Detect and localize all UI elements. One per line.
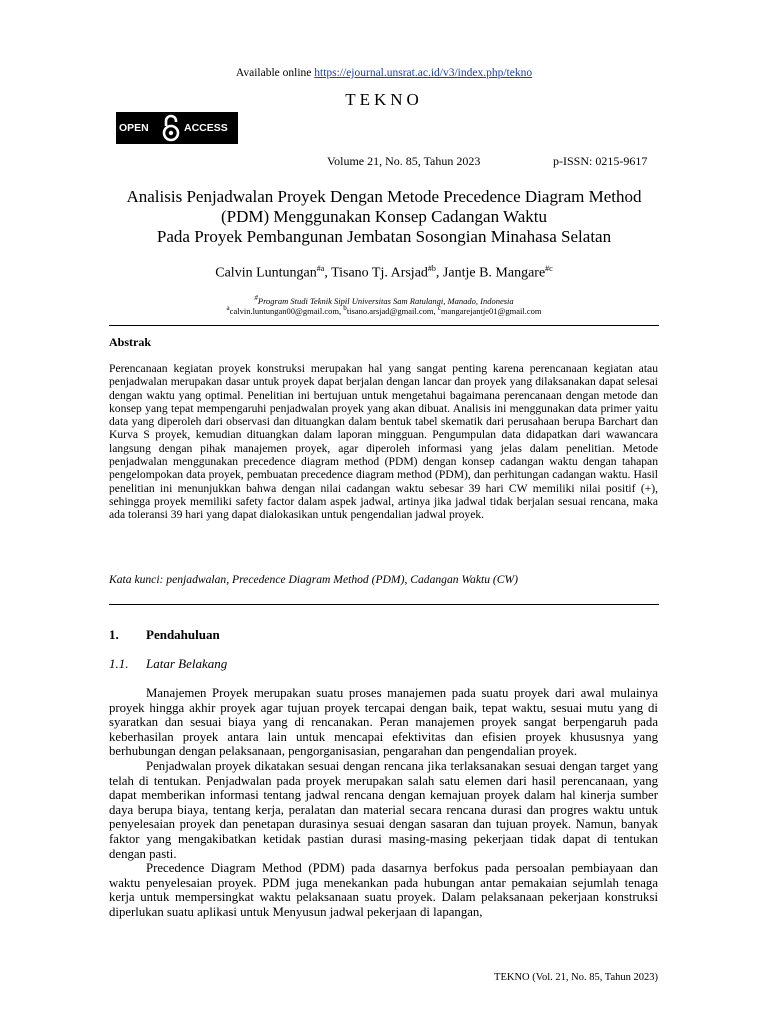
email-address: tisano.arsjad@gmail.com: [346, 305, 434, 316]
abstract-body: Perencanaan kegiatan proyek konstruksi merupakan hal yang sangat penting karena perencanaan kegiatan atau penjadwalan merupakan dasar untuk proyek dapat berjalan dengan lancar dan proyek yang dilaksanakan dapat selesai dengan waktu yang optimal. Penelitian ini bertujuan untuk mengetahui bagaimana perencanaan dengan metode dan konsep yang tepat mempengaruhi penjadwalan proyek yang akan dibuat. Analisis ini menggunakan data primer yaitu data yang diperoleh dari observasi dan dituangkan dalam bentuk tabel skematik dari perusahaan berupa Barchart dan Kurva S proyek, kemudian dituangkan dalam laporan mingguan. Pengumpulan data didapatkan dari wawancara langsung dengan pihak manajemen proyek, agar diperoleh informasi yang jelas dalam penelitian. Metode penjadwalan menggunakan precedence diagram method (PDM) dengan konsep cadangan waktu dengan tahapan pengelompokan data proyek, pembuatan precedence diagram method (PDM), dan perhitungan cadangan waktu. Hasil penelitian ini menunjukkan bahwa dengan nilai cadangan waktu sebesar 39 hari CW memiliki nilai positif (+), sehingga proyek memiliki safety factor dalam aspek jadwal, artinya jika jadwal tidak berjalan sesuai rencana, maka ada toleransi 39 hari yang dapat dialokasikan untuk pengendalian jadwal proyek.: [109, 362, 658, 522]
subsection-title: Latar Belakang: [146, 656, 228, 671]
journal-url-link[interactable]: https://ejournal.unsrat.ac.id/v3/index.php/tekno: [314, 67, 533, 79]
paragraph: Precedence Diagram Method (PDM) pada dasarnya berfokus pada persoalan pembiayaan dan waktu penyelesaian proyek. PDM juga menekankan pada hubungan antar pemakaian sejumlah tenaga kerja untuk mempersingkat waktu pelaksanaan suatu proyek. Dalam pelaksanaan pekerjaan konstruksi diperlukan suatu aplikasi untuk Menyusun jadwal pekerjaan di lapangan,: [109, 861, 658, 919]
journal-name: TEKNO: [345, 90, 423, 109]
author-name: Tisano Tj. Arsjad: [331, 265, 428, 281]
issn-info: p-ISSN: 0215-9617: [553, 154, 648, 168]
body-text: [109, 686, 658, 920]
open-access-left-text: OPEN: [119, 122, 149, 134]
email-address: mangarejantje01@gmail.com: [440, 305, 542, 316]
keywords: Kata kunci: penjadwalan, Precedence Diagram Method (PDM), Cadangan Waktu (CW): [109, 573, 519, 586]
open-lock-icon: [160, 114, 182, 142]
divider: [109, 604, 659, 605]
available-online: [0, 67, 768, 79]
section-number: 1.: [109, 627, 119, 642]
subsection-number: 1.1.: [109, 656, 129, 671]
affiliation-mark: #: [254, 294, 258, 302]
abstract-heading: Abstrak: [109, 335, 152, 349]
paragraph: Penjadwalan proyek dikatakan sesuai dengan rencana jika terlaksanakan sesuai dengan target yang telah di tentukan. Penjadwalan pada proyek merupakan salah satu elemen dari hasil perencanaan, yang dapat memberikan informasi tentang jadwal rencana dengan kemajuan proyek dalam hal kinerja sumber daya berupa biaya, tentang kerja, peralatan dan material secara rencana durasi dan progres waktu untuk penyelesaian proyek dan penetapan durasinya sesuai dengan sasaran dan tujuan proyek. Namun, banyak faktor yang mengakibatkan ketidak pastian durasi masing-masing pekerjaan tidak dapat di tentukan dengan pasti.: [109, 758, 658, 861]
title-line: Pada Proyek Pembangunan Jembatan Sosongian Minahasa Selatan: [156, 227, 612, 246]
page-footer: TEKNO (Vol. 21, No. 85, Tahun 2023): [494, 972, 658, 983]
open-access-logo: [116, 112, 238, 144]
author-list: Calvin Luntungan$^{\#a}$, Tisano Tj. Arsjad$^{\#b}$, Jantje B. Mangare$^{\#c}$: [215, 264, 553, 281]
title-line: (PDM) Menggunakan Konsep Cadangan Waktu: [221, 207, 547, 226]
divider: [109, 325, 659, 326]
author-mark: #c: [545, 264, 553, 273]
author-mark: #b: [427, 264, 436, 273]
email-mark: a: [226, 304, 230, 312]
section-title: Pendahuluan: [146, 627, 220, 642]
paragraph: Manajemen Proyek merupakan suatu proses manajemen pada suatu proyek dari awal mulainya proyek hingga akhir proyek agar tujuan proyek tercapai dengan baik, tepat waktu, sesuai mutu yang di syaratkan dan sesuai biaya yang di rencanakan. Peran manajemen proyek sangat berpengaruh pada keberhasilan proyek antara lain untuk mencapai efektivitas dan efisien proyek khususnya yang berhubungan dengan pelaksanaan, pengorganisasian, pengarahan dan pengendalian proyek.: [109, 686, 658, 759]
author-mark: #a: [316, 264, 325, 273]
author-emails: $^a$calvin.luntungan00@gmail.com, $^b$tisano.arsjad@gmail.com, $^c$mangarejantje01@gmail.com: [226, 304, 542, 316]
affiliation-text: Program Studi Teknik Sipil Universitas Sam Ratulangi, Manado, Indonesia: [257, 295, 514, 306]
author-name: Calvin Luntungan: [215, 265, 317, 281]
email-mark: b: [343, 304, 347, 312]
volume-info: Volume 21, No. 85, Tahun 2023: [327, 154, 481, 168]
email-address: calvin.luntungan00@gmail.com: [229, 305, 340, 316]
email-mark: c: [437, 304, 441, 312]
paper-title: [0, 187, 768, 247]
open-access-right-text: ACCESS: [184, 122, 228, 134]
title-line: Analisis Penjadwalan Proyek Dengan Metode Precedence Diagram Method: [126, 187, 642, 206]
author-name: Jantje B. Mangare: [442, 265, 546, 281]
available-label: Available online: [235, 67, 312, 79]
